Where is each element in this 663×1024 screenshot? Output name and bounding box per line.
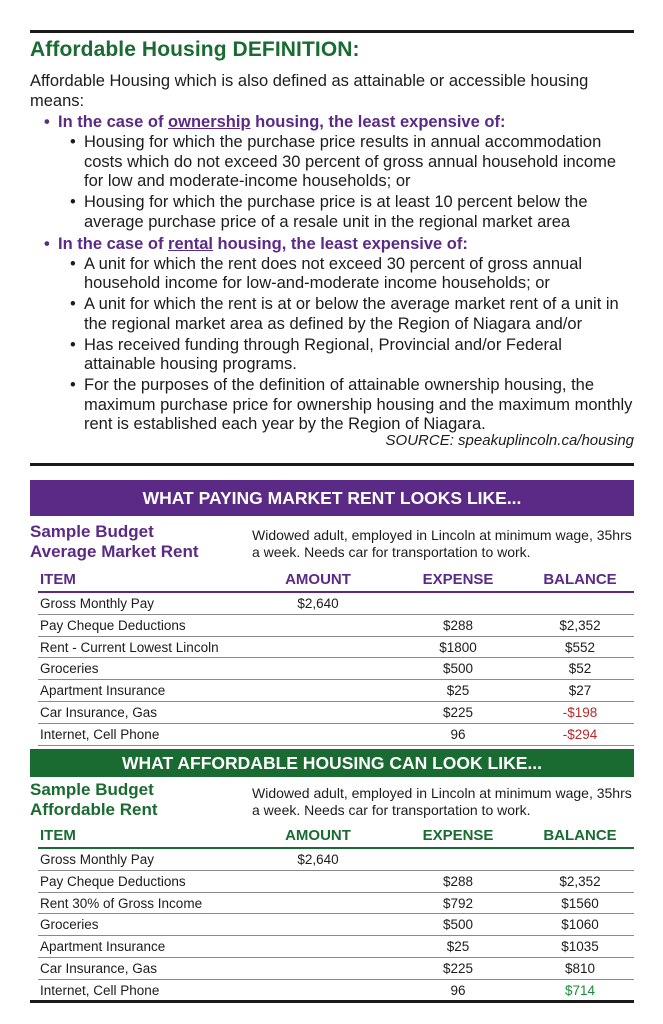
bullet-icon: •	[70, 295, 76, 313]
row-expense: $25	[446, 683, 470, 699]
header-amount: AMOUNT	[285, 571, 351, 588]
bullet-icon: •	[44, 113, 50, 131]
table-row	[38, 658, 634, 680]
rental-keyword: rental	[168, 234, 213, 253]
row-item: Groceries	[40, 917, 99, 933]
row-balance: $2,352	[559, 873, 601, 889]
row-balance: $2,352	[559, 617, 601, 633]
table-row	[38, 724, 634, 746]
definition-list	[30, 112, 634, 436]
table-row	[38, 849, 634, 871]
row-expense: $500	[442, 917, 474, 933]
row-item: Pay Cheque Deductions	[40, 873, 186, 889]
row-item: Internet, Cell Phone	[40, 982, 160, 998]
row-balance: $1060	[561, 917, 599, 933]
ownership-heading: • In the case of ownership housing, the least expensive of:	[44, 113, 506, 131]
table-row	[38, 936, 634, 958]
row-item: Apartment Insurance	[40, 683, 166, 699]
bottom-rule	[30, 1000, 634, 1003]
row-item: Internet, Cell Phone	[40, 726, 160, 742]
row-expense: $1800	[439, 639, 477, 655]
list-item: • Has received funding through Regional, Provincial and/or Federal attainable housing programs.	[70, 335, 562, 373]
market-budget-table	[38, 571, 634, 746]
list-item: • Housing for which the purchase price results in annual accommodation costs which do not exceed 30 percent of gross annual household income for low and moderate-income households; or	[70, 133, 617, 190]
bullet-icon: •	[70, 193, 76, 211]
row-balance: $52	[568, 661, 592, 677]
row-item: Gross Monthly Pay	[40, 596, 155, 611]
row-item: Groceries	[40, 661, 99, 677]
row-balance: -$198	[562, 704, 598, 720]
table-row	[38, 914, 634, 936]
market-description: Widowed adult, employed in Lincoln at minimum wage, 35hrs a week. Needs car for transportation to work.	[252, 527, 632, 560]
row-balance: -$294	[562, 726, 598, 742]
row-balance: $1560	[561, 895, 599, 911]
list-item: • Housing for which the purchase price is at least 10 percent below the average purchase price of a resale unit in the regional market area	[70, 193, 588, 231]
table-header	[38, 571, 634, 593]
header-amount: AMOUNT	[285, 827, 351, 844]
bullet-icon: •	[70, 133, 76, 151]
header-expense: EXPENSE	[422, 571, 494, 588]
header-balance: BALANCE	[543, 827, 617, 844]
ownership-keyword: ownership	[168, 113, 251, 131]
bullet-icon: •	[70, 376, 76, 394]
definition-title: Affordable Housing DEFINITION:	[30, 38, 360, 61]
row-amount: $2,640	[297, 596, 339, 611]
header-item: ITEM	[40, 571, 76, 588]
table-row	[38, 637, 634, 659]
table-row	[38, 958, 634, 980]
affordable-description: Widowed adult, employed in Lincoln at minimum wage, 35hrs a week. Needs car for transportation to work.	[252, 785, 632, 818]
source-citation: SOURCE: speakuplincoln.ca/housing	[385, 432, 634, 449]
table-row	[38, 702, 634, 724]
row-expense: 96	[450, 982, 466, 998]
row-expense: $225	[442, 960, 474, 976]
bullet-icon: •	[44, 234, 50, 253]
row-expense: $25	[446, 939, 470, 955]
header-item: ITEM	[40, 827, 76, 844]
row-item: Rent - Current Lowest Lincoln	[40, 639, 219, 655]
rental-heading: • In the case of rental housing, the least expensive of:	[44, 234, 468, 253]
affordable-budget-table	[38, 827, 634, 1002]
bullet-icon: •	[70, 254, 76, 273]
affordable-sample-title: Sample Budget Affordable Rent	[30, 780, 158, 819]
row-expense: 96	[450, 726, 466, 742]
table-row	[38, 593, 634, 615]
row-item: Car Insurance, Gas	[40, 704, 158, 720]
row-balance: $27	[568, 683, 592, 699]
row-expense: $288	[442, 873, 474, 889]
list-item: • A unit for which the rent is at or below the average market rent of a unit in the regional market area as defined by the Region of Niagara and/or	[70, 295, 619, 333]
table-row	[38, 615, 634, 637]
section-rule	[30, 463, 634, 466]
row-balance: $714	[564, 982, 596, 998]
table-row	[38, 893, 634, 915]
bullet-icon: •	[70, 335, 76, 354]
market-rent-banner: WHAT PAYING MARKET RENT LOOKS LIKE...	[30, 480, 634, 516]
row-item: Gross Monthly Pay	[40, 852, 155, 867]
row-expense: $288	[442, 617, 474, 633]
definition-intro: Affordable Housing which is also defined as attainable or accessible housing means:	[30, 72, 589, 110]
table-row	[38, 980, 634, 1002]
row-item: Car Insurance, Gas	[40, 960, 158, 976]
row-item: Apartment Insurance	[40, 939, 166, 955]
table-row	[38, 871, 634, 893]
row-expense: $792	[442, 895, 474, 911]
table-row	[38, 680, 634, 702]
row-expense: $500	[442, 661, 474, 677]
affordable-housing-banner: WHAT AFFORDABLE HOUSING CAN LOOK LIKE...	[30, 749, 634, 777]
row-amount: $2,640	[297, 852, 339, 867]
list-item: • A unit for which the rent does not exceed 30 percent of gross annual household income for low-and-moderate income households; or	[70, 254, 583, 292]
table-header	[38, 827, 634, 849]
row-balance: $1035	[561, 939, 599, 955]
header-balance: BALANCE	[543, 571, 617, 588]
row-balance: $552	[564, 639, 596, 655]
top-rule	[30, 30, 634, 33]
market-sample-title: Sample Budget Average Market Rent	[30, 522, 199, 561]
row-balance: $810	[564, 960, 596, 976]
header-expense: EXPENSE	[422, 827, 494, 844]
row-item: Pay Cheque Deductions	[40, 617, 186, 633]
row-item: Rent 30% of Gross Income	[40, 895, 203, 911]
list-item: • For the purposes of the definition of attainable ownership housing, the maximum purchase price for ownership housing and the maximum monthly rent is established each year by the Region of Niagara.	[70, 376, 633, 433]
row-expense: $225	[442, 704, 474, 720]
